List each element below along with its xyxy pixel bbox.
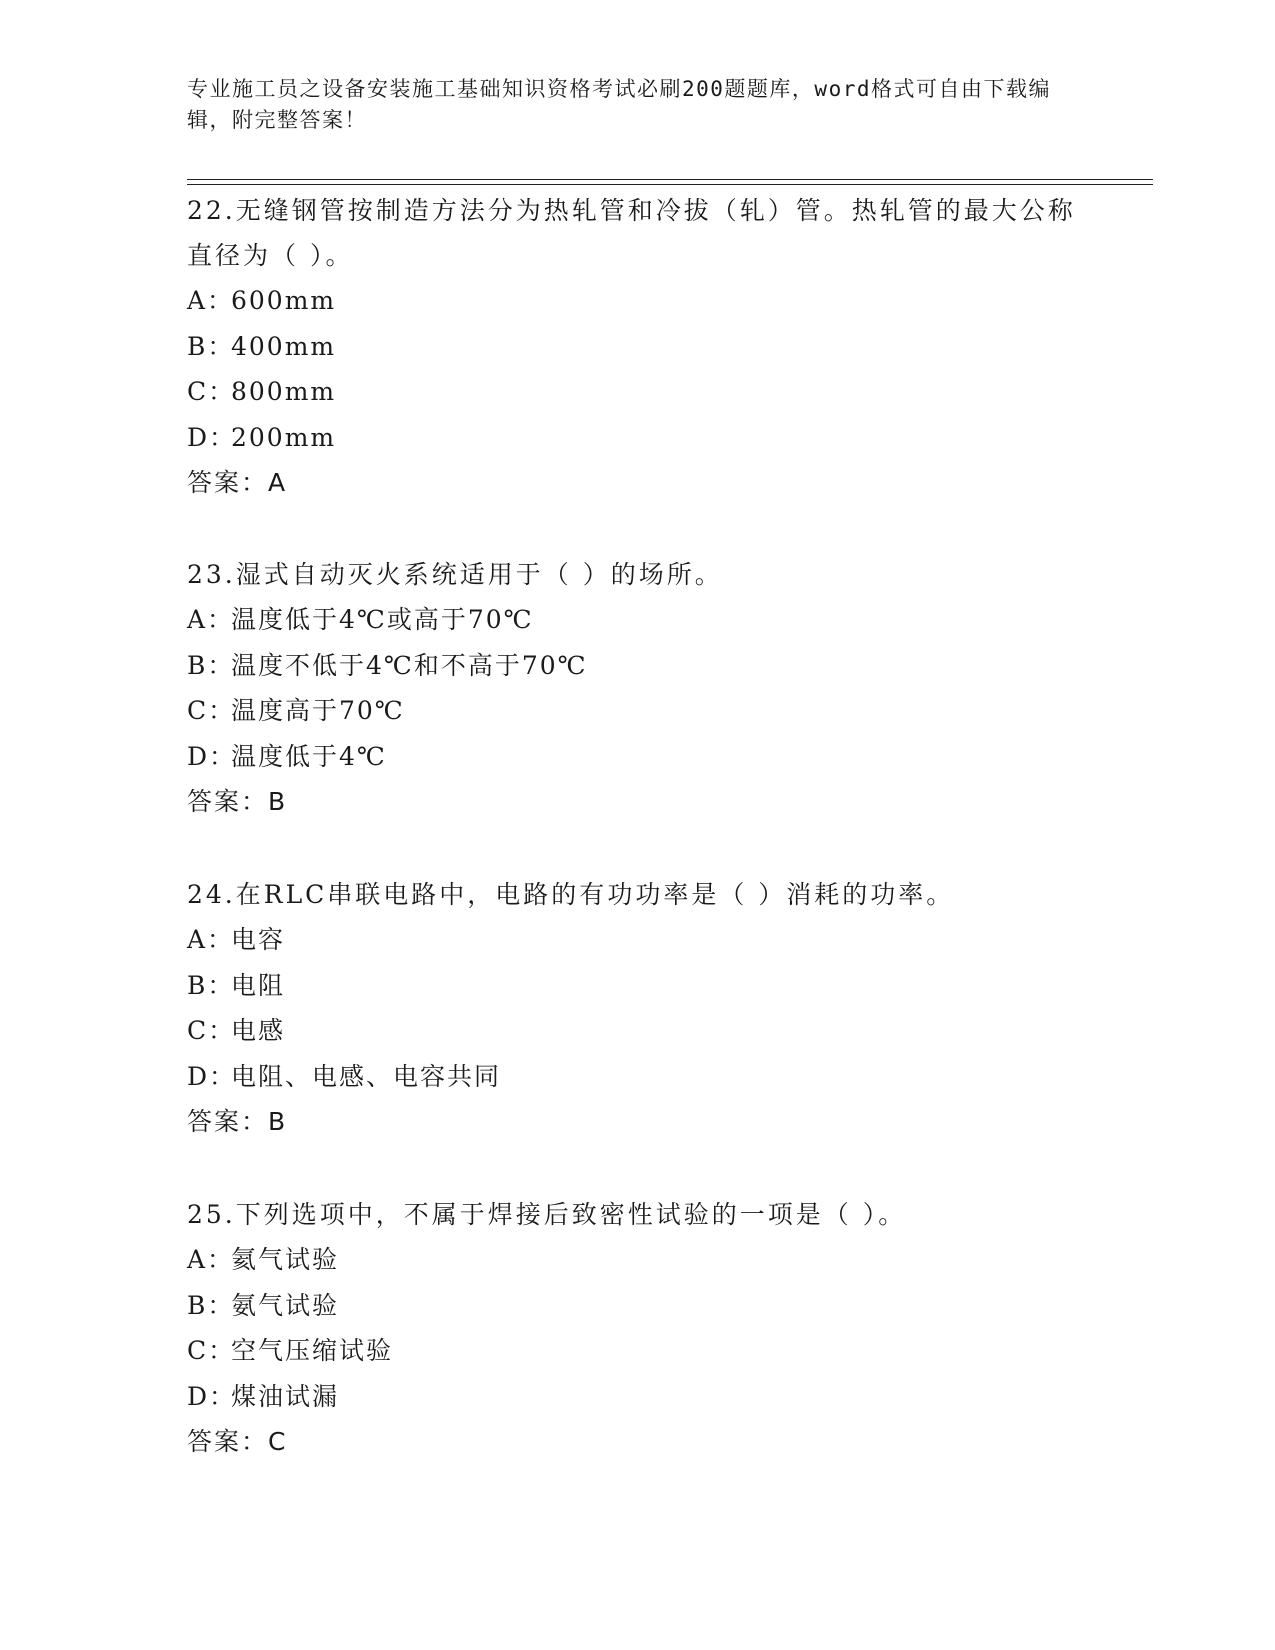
option-c bbox=[187, 688, 1087, 734]
option-text: 温度低于4℃ bbox=[231, 741, 387, 771]
option-b bbox=[187, 324, 1087, 370]
option-c bbox=[187, 1008, 1087, 1054]
option-key: C： bbox=[187, 1336, 236, 1365]
option-b bbox=[187, 1283, 1087, 1329]
option-key: B： bbox=[187, 970, 235, 1000]
option-key: B： bbox=[187, 1290, 235, 1320]
option-key: B： bbox=[187, 331, 235, 361]
option-text: 温度高于70℃ bbox=[231, 696, 405, 725]
option-d bbox=[187, 734, 1087, 780]
header-divider-top bbox=[187, 179, 1153, 180]
option-text: 氨气试验 bbox=[231, 1290, 340, 1320]
question-stem: 23.湿式自动灭火系统适用于（ ）的场所。 bbox=[187, 560, 723, 589]
option-text: 400mm bbox=[231, 331, 337, 361]
document-intro: 专业施工员之设备安装施工基础知识资格考试必刷200题题库，word格式可自由下载编辑，附完整答案！ bbox=[187, 77, 1051, 132]
answer-line: 答案：B bbox=[187, 1107, 288, 1136]
option-key: C： bbox=[187, 696, 236, 725]
option-c bbox=[187, 1328, 1087, 1374]
option-key: C： bbox=[187, 1016, 236, 1045]
option-text: 煤油试漏 bbox=[231, 1381, 340, 1411]
option-key: A： bbox=[187, 286, 235, 315]
option-key: D： bbox=[187, 741, 237, 771]
option-key: D： bbox=[187, 1381, 237, 1411]
option-text: 电容 bbox=[231, 925, 286, 954]
option-text: 电阻 bbox=[231, 970, 286, 1000]
option-text: 氦气试验 bbox=[231, 1245, 340, 1274]
question-25 bbox=[187, 1192, 1087, 1464]
answer-line: 答案：C bbox=[187, 1427, 288, 1456]
option-d bbox=[187, 415, 1087, 461]
option-text: 800mm bbox=[231, 377, 337, 406]
option-text: 200mm bbox=[231, 422, 337, 452]
option-key: A： bbox=[187, 1245, 235, 1274]
question-24 bbox=[187, 872, 1087, 1144]
option-d bbox=[187, 1054, 1087, 1100]
question-stem: 25.下列选项中，不属于焊接后致密性试验的一项是（ ）。 bbox=[187, 1200, 907, 1229]
header-divider-bottom bbox=[187, 184, 1153, 185]
option-text: 600mm bbox=[231, 286, 337, 315]
option-b bbox=[187, 963, 1087, 1009]
option-text: 空气压缩试验 bbox=[231, 1336, 394, 1365]
option-key: C： bbox=[187, 377, 236, 406]
option-key: A： bbox=[187, 605, 235, 634]
option-a bbox=[187, 597, 1087, 643]
option-text: 电感 bbox=[231, 1016, 286, 1045]
question-23 bbox=[187, 552, 1087, 824]
option-key: D： bbox=[187, 1061, 237, 1091]
option-d bbox=[187, 1374, 1087, 1420]
option-a bbox=[187, 1237, 1087, 1283]
option-key: B： bbox=[187, 650, 235, 680]
option-text: 温度低于4℃或高于70℃ bbox=[231, 605, 534, 634]
question-22 bbox=[187, 188, 1087, 505]
option-a bbox=[187, 917, 1087, 963]
answer-line: 答案：B bbox=[187, 787, 288, 816]
question-stem: 22.无缝钢管按制造方法分为热轧管和冷拔（轧）管。热轧管的最大公称直径为（ ）。 bbox=[187, 196, 1076, 270]
option-b bbox=[187, 643, 1087, 689]
option-text: 温度不低于4℃和不高于70℃ bbox=[231, 650, 588, 680]
option-key: D： bbox=[187, 422, 237, 452]
option-c bbox=[187, 369, 1087, 415]
option-text: 电阻、电感、电容共同 bbox=[231, 1061, 502, 1091]
option-key: A： bbox=[187, 925, 235, 954]
answer-line: 答案：A bbox=[187, 468, 288, 497]
question-stem: 24.在RLC串联电路中，电路的有功功率是（ ）消耗的功率。 bbox=[187, 880, 955, 909]
option-a bbox=[187, 278, 1087, 324]
